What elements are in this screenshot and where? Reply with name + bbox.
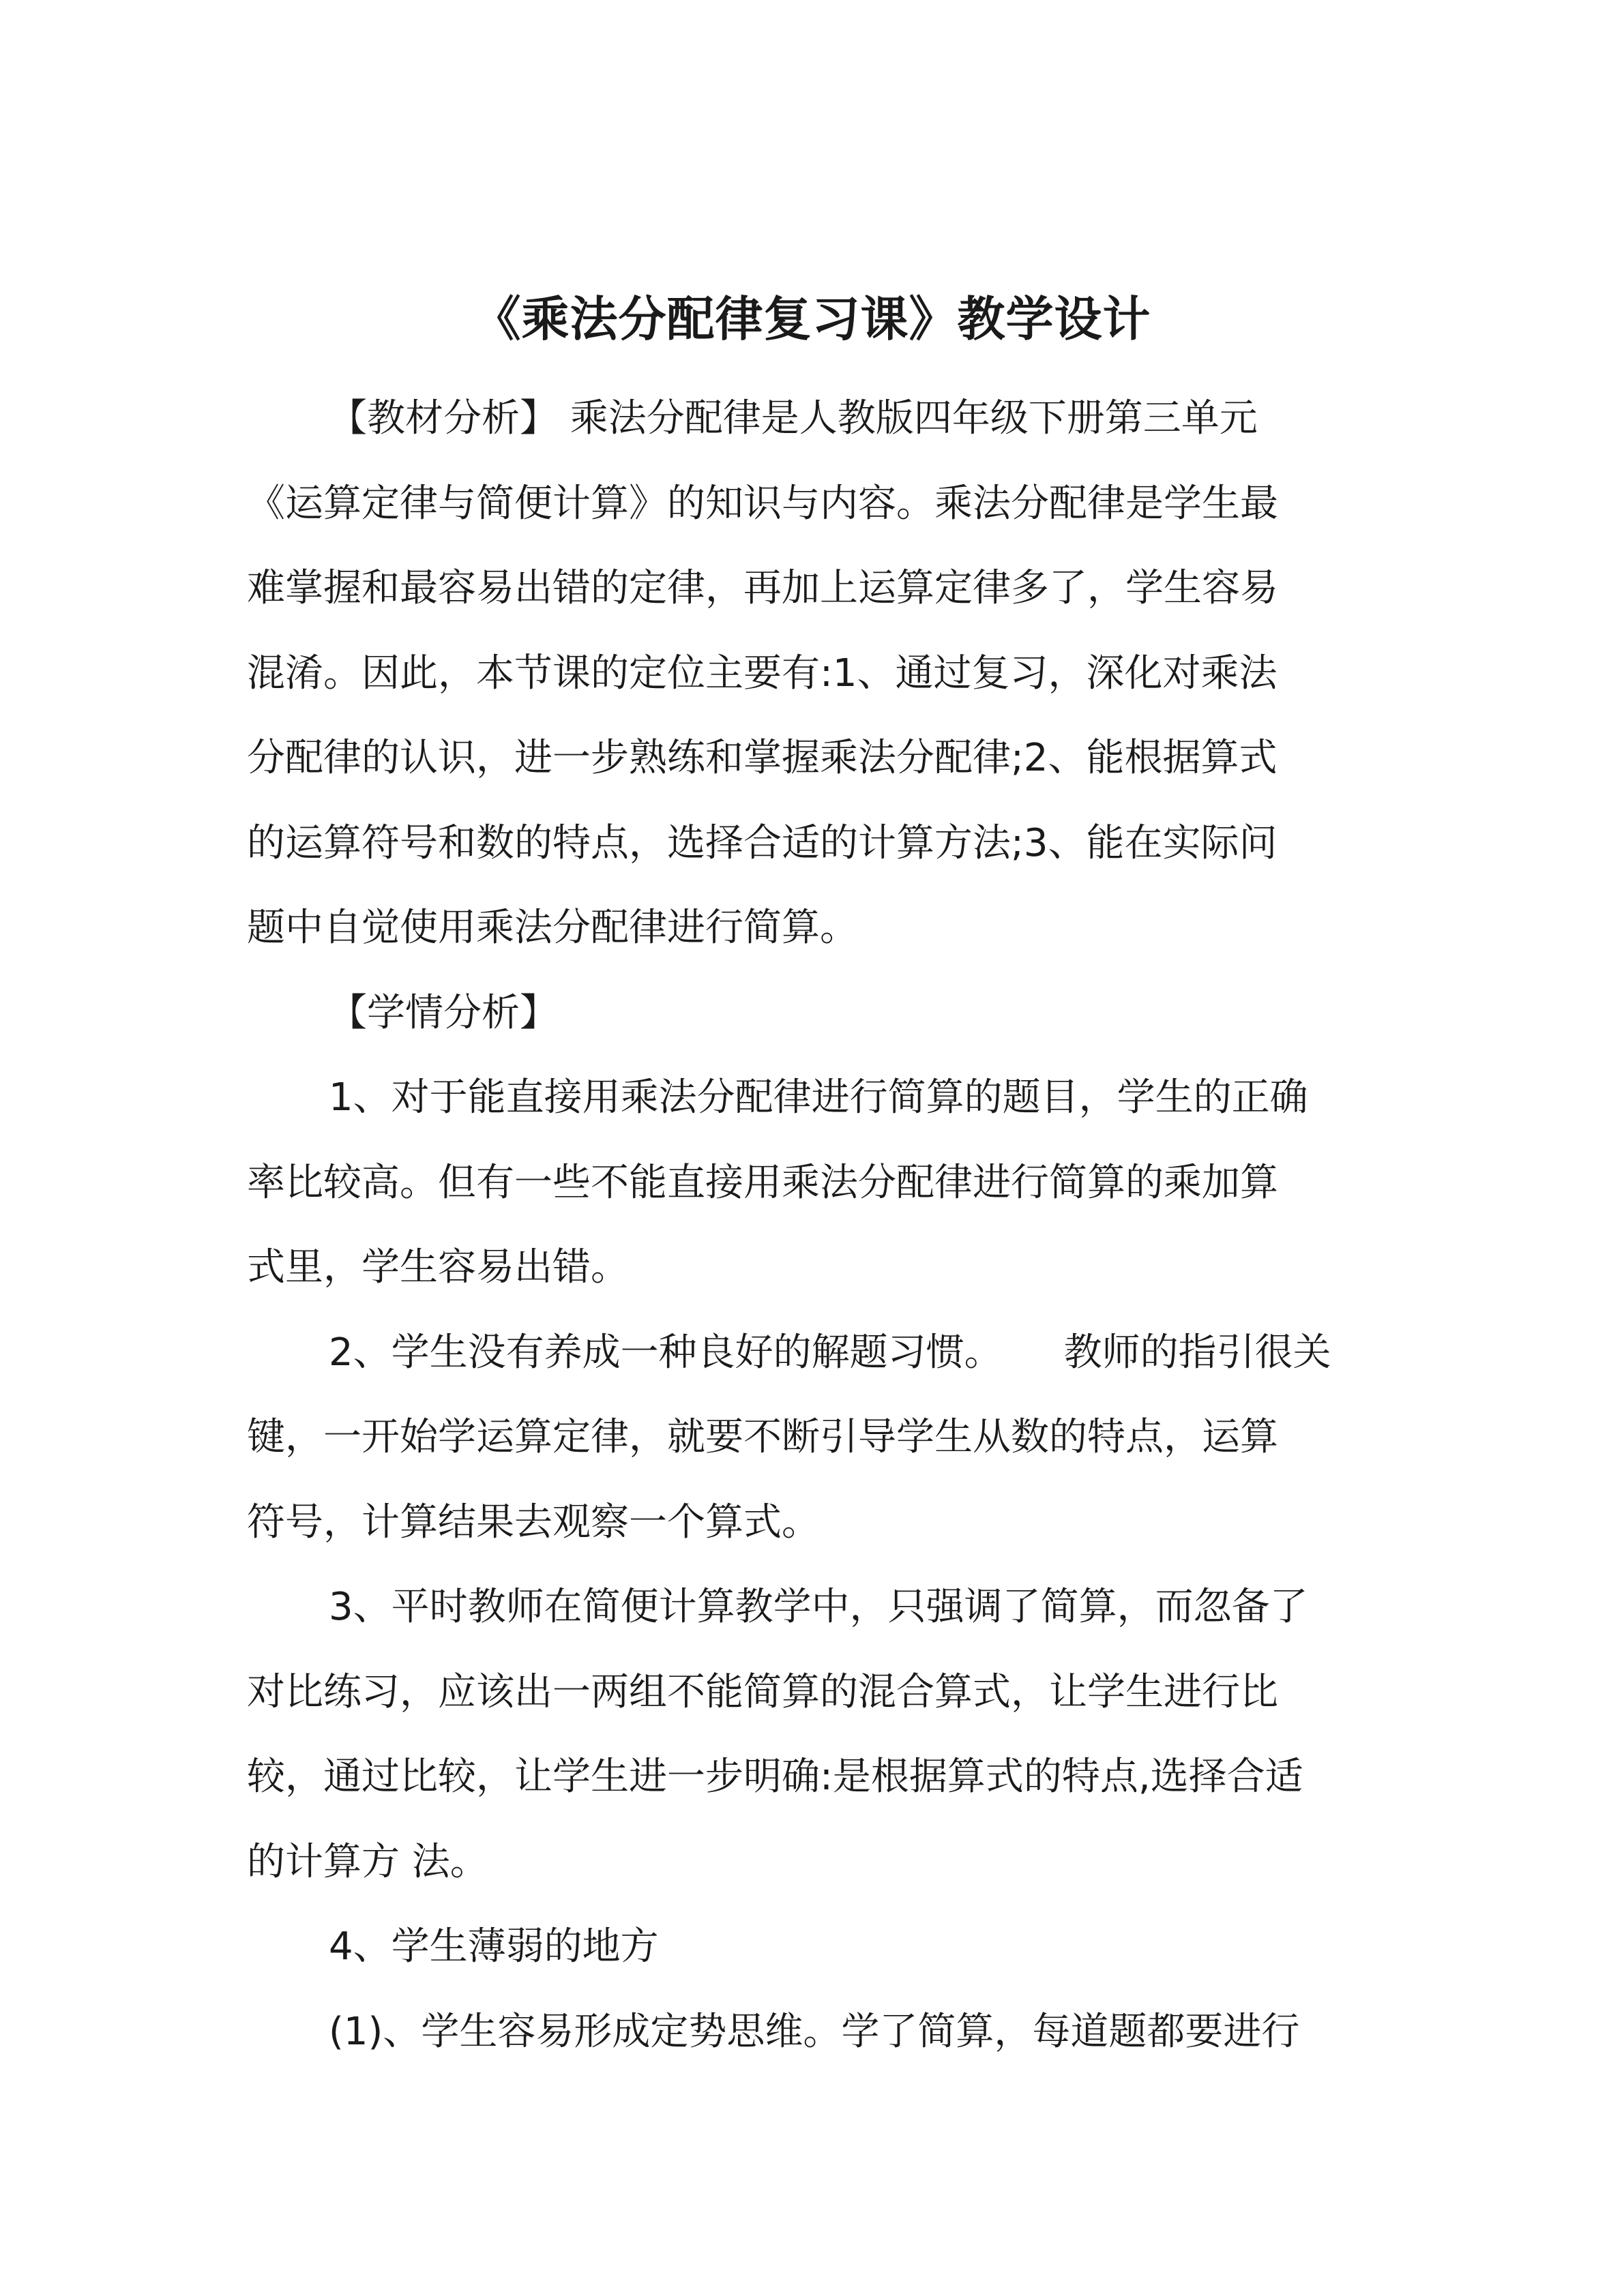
paragraph-line: 难掌握和最容易出错的定律，再加上运算定律多了，学生容易 (247, 566, 1278, 610)
paragraph-line: 混淆。因此，本节课的定位主要有:1、通过复习，深化对乘法 (247, 651, 1278, 696)
paragraph-line: 题中自觉使用乘法分配律进行简算。 (247, 906, 858, 950)
paragraph-line: 键，一开始学运算定律，就要不断引导学生从数的特点，运算 (247, 1415, 1278, 1459)
paragraph-line: 1、对于能直接用乘法分配律进行简算的题目，学生的正确 (329, 1075, 1308, 1120)
document-title: 《乘法分配律复习课》教学设计 (473, 291, 1151, 347)
paragraph-line: 较，通过比较，让学生进一步明确:是根据算式的特点,选择合适 (247, 1755, 1303, 1799)
paragraph-line: 的运算符号和数的特点，选择合适的计算方法;3、能在实际问 (247, 820, 1278, 865)
paragraph-line: 的计算方 法。 (247, 1839, 488, 1884)
paragraph-line-part: 2、学生没有养成一种良好的解题习惯。 (329, 1330, 1003, 1375)
paragraph-line: 分配律的认识，进一步熟练和掌握乘法分配律;2、能根据算式 (247, 736, 1278, 780)
paragraph-line: 【教材分析】 乘法分配律是人教版四年级下册第三单元 (329, 396, 1258, 441)
paragraph-line: 对比练习，应该出一两组不能简算的混合算式，让学生进行比 (247, 1669, 1278, 1714)
paragraph-line-part: 教师的指引很关 (1063, 1330, 1331, 1375)
paragraph-line: 式里，学生容易出错。 (247, 1245, 629, 1289)
paragraph-line: 3、平时教师在简便计算教学中，只强调了简算，而忽备了 (329, 1585, 1308, 1629)
document-body (247, 376, 1393, 2074)
section-heading: 【学情分析】 (329, 990, 558, 1035)
paragraph-line: 《运算定律与简便计算》的知识与内容。乘法分配律是学生最 (247, 481, 1278, 526)
paragraph-line: 4、学生薄弱的地方 (329, 1924, 659, 1969)
paragraph-line: 符号，计算结果去观察一个算式。 (247, 1500, 820, 1545)
paragraph-line: 率比较高。但有一些不能直接用乘法分配律进行简算的乘加算 (247, 1160, 1278, 1205)
paragraph-line (247, 1311, 1393, 1396)
paragraph-line: (1)、学生容易形成定势思维。学了简算，每道题都要进行 (329, 2009, 1300, 2054)
